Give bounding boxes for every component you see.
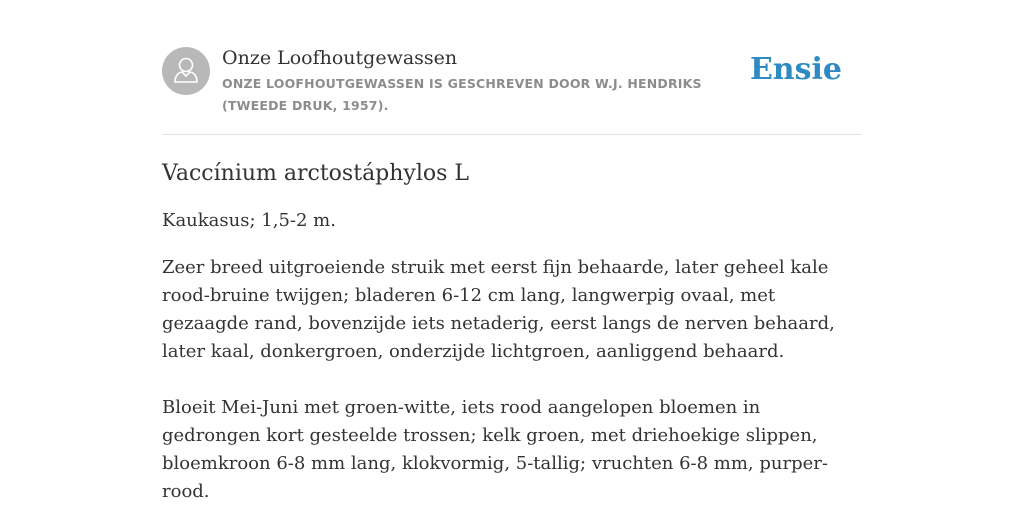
article-paragraph-1: Zeer breed uitgroeiende struik met eerst fijn behaarde, later geheel kale rood-bruine twijgen; bladeren 6-12 cm lang, langwerpig ovaal, met gezaagde rand, bovenzijde iets netaderig, eerst langs de nerven behaard, later kaal, donkergroen, onderzijde lichtgroen, aanliggend behaard. bbox=[162, 257, 835, 362]
page-container bbox=[162, 44, 862, 506]
article-paragraph-2: Bloeit Mei-Juni met groen-witte, iets rood aangelopen bloemen in gedrongen kort gesteelde trossen; kelk groen, met driehoekige slippen, bloemkroon 6-8 mm lang, klokvormig, 5-tallig; vruchten 6-8 mm, purper-rood. bbox=[162, 397, 828, 502]
author-name[interactable]: Onze Loofhoutgewassen bbox=[222, 47, 458, 69]
author-header bbox=[162, 44, 862, 135]
author-info bbox=[222, 44, 762, 117]
brand-logo[interactable]: Ensie bbox=[749, 52, 842, 87]
avatar-silhouette bbox=[162, 47, 210, 95]
author-description: ONZE LOOFHOUTGEWASSEN IS GESCHREVEN DOOR W.J. HENDRIKS (TWEEDE DRUK, 1957). bbox=[222, 76, 702, 113]
article-title: Vaccínium arctostáphylos L bbox=[162, 161, 470, 186]
article-meta: Kaukasus; 1,5-2 m. bbox=[162, 210, 336, 231]
user-icon bbox=[162, 47, 210, 95]
